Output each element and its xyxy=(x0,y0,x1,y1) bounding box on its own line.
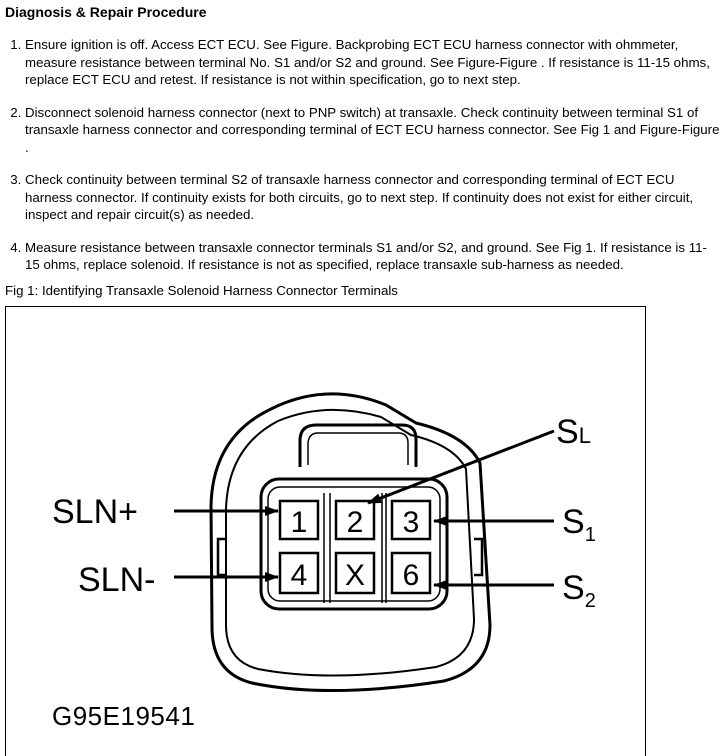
s1-label: $S_1$ xyxy=(562,503,596,546)
figure-caption: Fig 1: Identifying Transaxle Solenoid Harness Connector Terminals xyxy=(5,283,398,298)
terminal-label-4: 4 xyxy=(290,559,308,592)
connector-diagram xyxy=(6,307,646,756)
terminal-label-2: 2 xyxy=(346,506,364,539)
procedure-step: 4. Measure resistance between transaxle connector terminals S1 and/or S2, and ground. See Fig 1. If resistance is 11-15 ohms, replace solenoid. If resistance is not as specified, replace transaxle sub-harness as needed. xyxy=(25,239,720,274)
figure-code: G95E19541 xyxy=(52,701,196,731)
procedure-steps xyxy=(0,36,720,289)
s2-label: $S_2$ xyxy=(562,569,596,612)
connector-figure xyxy=(5,306,646,756)
terminal-label-1: 1 xyxy=(290,506,308,539)
page-heading: Diagnosis & Repair Procedure xyxy=(5,4,207,20)
terminal-label-x: X xyxy=(344,559,366,592)
terminal-label-3: 3 xyxy=(402,506,420,539)
procedure-step: 1. Ensure ignition is off. Access ECT ECU. See Figure. Backprobing ECT ECU harness connector with ohmmeter, measure resistance between terminal No. S1 and/or S2 and ground. See Figure-Figure . If resistance is 11-15 ohms, replace ECT ECU and retest. If resistance is not within specification, go to next step. xyxy=(25,36,720,89)
sln-plus-label: SLN+ xyxy=(52,493,138,531)
procedure-step: 3. Check continuity between terminal S2 of transaxle harness connector and corresponding terminal of ECT ECU harness connector. If continuity exists for both circuits, go to next step. If continuity does not exist for either circuit, inspect and repair circuit(s) as needed. xyxy=(25,171,720,224)
terminal-label-6: 6 xyxy=(402,559,420,592)
sln-minus-label: SLN- xyxy=(78,561,156,599)
procedure-step: 2. Disconnect solenoid harness connector (next to PNP switch) at transaxle. Check continuity between terminal S1 of transaxle harness connector and corresponding terminal of ECT ECU harness connector. See Fig 1 and Figure-Figure . xyxy=(25,104,720,157)
sl-label: SL xyxy=(556,413,591,451)
